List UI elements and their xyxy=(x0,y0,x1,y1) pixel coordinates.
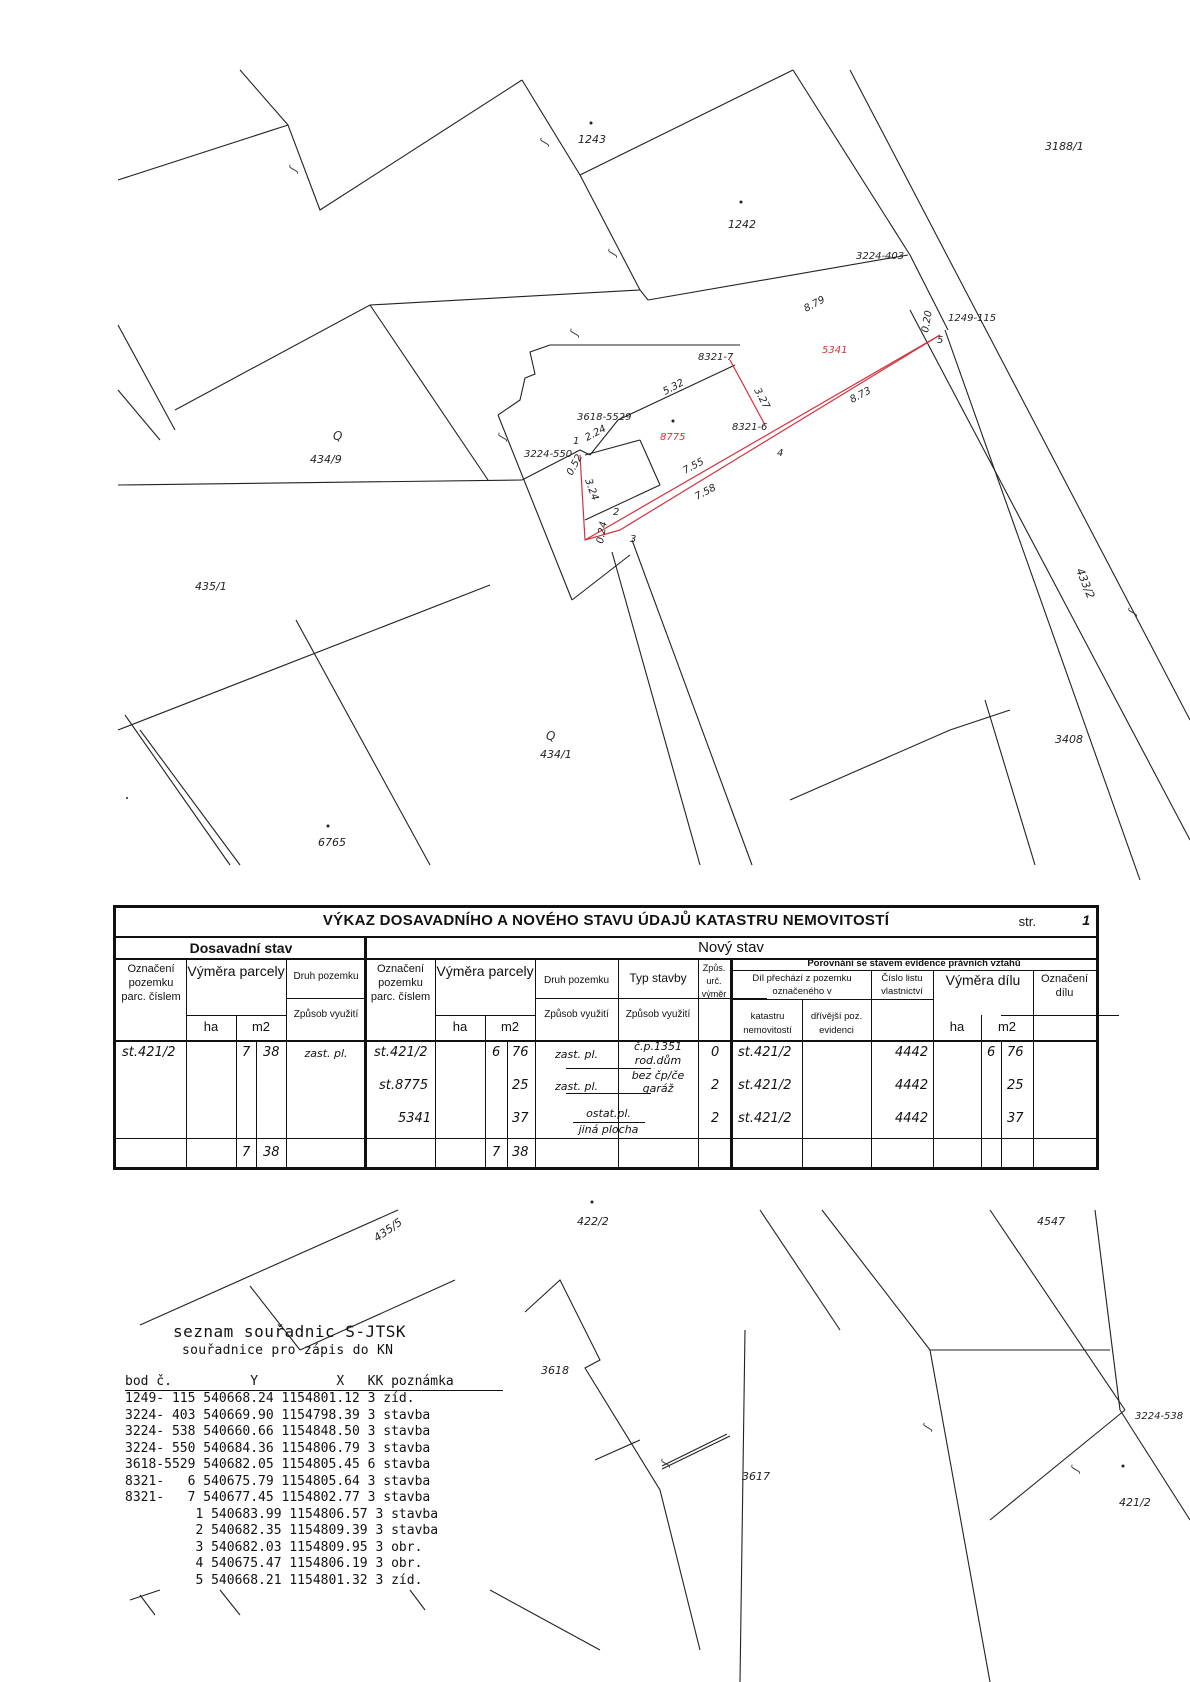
hdr-zpusob-vyuziti: Způsob využití xyxy=(625,1009,691,1020)
parcel-3188-1: 3188/1 xyxy=(1045,140,1084,153)
point-5: 5 xyxy=(937,335,944,346)
point-3618-5529: 3618-5529 xyxy=(577,412,632,423)
hdr-vymera-old: Výměra parcely xyxy=(187,963,285,979)
point-3224-550: 3224-550 xyxy=(524,449,573,460)
parcel-3618: 3618 xyxy=(541,1364,569,1377)
dim-0-52: 0.52 xyxy=(564,452,586,478)
hdr-zpusob-old: Způsob využití xyxy=(293,1009,359,1020)
row3-druh: ostat.pl. xyxy=(586,1107,631,1120)
hdr-katastru: katastru nemovitostí xyxy=(743,1011,792,1036)
parcel-6765: 6765 xyxy=(318,836,346,849)
svg-text:ʃ: ʃ xyxy=(920,1423,935,1432)
hdr-zpus-urc: Způs. urč. výměr xyxy=(701,963,727,999)
point-1: 1 xyxy=(573,436,580,447)
parcel-1243: 1243 xyxy=(578,133,606,146)
hdr-m2-new: m2 xyxy=(500,1019,520,1034)
svg-text:ʃ: ʃ xyxy=(495,433,510,442)
row2-vyuziti: garáž xyxy=(642,1082,674,1095)
hdr-ha-old: ha xyxy=(203,1019,219,1034)
coords-row: 8321- 7 540677.45 1154802.77 3 stavba xyxy=(125,1490,431,1505)
page-number: 1 xyxy=(1082,912,1090,928)
point-1249-115: 1249-115 xyxy=(948,313,997,324)
coords-row: 2 540682.35 1154809.39 3 stavba xyxy=(125,1523,439,1538)
parcel-435-5: 435/5 xyxy=(371,1215,405,1245)
sum-old-hundreds: 7 xyxy=(242,1145,251,1160)
hdr-typ-stavby: Typ stavby xyxy=(629,971,687,985)
parcel-4547: 4547 xyxy=(1037,1215,1065,1228)
parcel-421-2: 421/2 xyxy=(1119,1496,1151,1509)
row1-parcel: st.421/2 xyxy=(374,1045,428,1060)
row1-typ: č.p.1351 xyxy=(633,1040,683,1053)
row1-dil-hundreds: 6 xyxy=(987,1045,996,1060)
coords-subtitle: souřadnice pro zápis do KN xyxy=(182,1343,394,1358)
dim-8-73: 8.73 xyxy=(848,385,874,406)
svg-text:ʃ: ʃ xyxy=(286,165,301,174)
table-title: VÝKAZ DOSAVADNÍHO A NOVÉHO STAVU ÚDAJŮ KATASTRU NEMOVITOSTÍ xyxy=(322,912,890,929)
row1-katastr: st.421/2 xyxy=(738,1045,792,1060)
parcel-434-1: 434/1 xyxy=(540,748,572,761)
coords-row: 8321- 6 540675.79 1154805.64 3 stavba xyxy=(125,1473,431,1489)
row2-m2: 25 xyxy=(512,1078,529,1093)
parcel-3617: 3617 xyxy=(742,1470,770,1483)
point-3224-538: 3224-538 xyxy=(1135,1411,1184,1422)
svg-text:ʃ: ʃ xyxy=(658,1459,673,1468)
row2-druh: zast. pl. xyxy=(554,1080,599,1093)
coords-row: 3224- 550 540684.36 1154806.79 3 stavba xyxy=(125,1440,431,1456)
hdr-m2-old: m2 xyxy=(251,1019,271,1034)
hdr-porovnani: Porovnání se stavem evidence právních vztahů xyxy=(807,958,1021,969)
coords-row: 3 540682.03 1154809.95 3 obr. xyxy=(125,1539,423,1555)
dim-0-20: 0.20 xyxy=(920,309,935,334)
row2-zpus: 2 xyxy=(711,1078,720,1093)
section-novy: Nový stav xyxy=(698,939,764,956)
point-2: 2 xyxy=(613,507,620,518)
coords-title: seznam souřadnic S-JTSK xyxy=(173,1322,407,1341)
dim-5-32: 5.32 xyxy=(661,377,687,398)
hdr-oznaceni-old: Označení pozemku parc. číslem xyxy=(121,963,181,1003)
hdr-druh-new: Druh pozemku xyxy=(543,975,610,986)
svg-text:ʃ: ʃ xyxy=(605,249,620,258)
section-dosavadni: Dosavadní stav xyxy=(189,940,293,956)
svg-text:Q: Q xyxy=(333,429,343,443)
sum-new-m2: 38 xyxy=(512,1145,529,1160)
svg-text:ʃ: ʃ xyxy=(537,138,552,147)
row1-lv: 4442 xyxy=(895,1045,929,1060)
row3-druh2: jiná plocha xyxy=(578,1123,639,1136)
dim-3-24: 3.24 xyxy=(582,477,601,502)
coords-row: 1249- 115 540668.24 1154801.12 3 zíd. xyxy=(125,1391,415,1406)
row3-katastr: st.421/2 xyxy=(738,1111,792,1126)
point-8321-7: 8321-7 xyxy=(698,352,734,363)
hdr-ha-dil: ha xyxy=(949,1019,965,1034)
dim-7-58: 7.58 xyxy=(693,482,719,503)
svg-text:ʃ: ʃ xyxy=(1068,1465,1083,1474)
row2-katastr: st.421/2 xyxy=(738,1078,792,1093)
coords-header: bod č. Y X KK poznámka xyxy=(125,1374,454,1389)
hdr-vymera-dilu: Výměra dílu xyxy=(945,972,1021,988)
row1-druh: zast. pl. xyxy=(554,1048,599,1061)
hdr-zpusob-new: Způsob využití xyxy=(544,1009,609,1020)
row3-lv: 4442 xyxy=(895,1111,929,1126)
parcel-5341: 5341 xyxy=(822,345,848,356)
sum-old-m2: 38 xyxy=(263,1145,280,1160)
coords-row: 4 540675.47 1154806.19 3 obr. xyxy=(125,1556,423,1571)
svg-text:ʃ: ʃ xyxy=(1125,608,1140,617)
hdr-druh-old: Druh pozemku xyxy=(293,971,359,982)
coords-row: 3224- 538 540660.66 1154848.50 3 stavba xyxy=(125,1424,431,1439)
row3-dil-m2: 37 xyxy=(1007,1111,1024,1126)
hdr-m2-dil: m2 xyxy=(997,1019,1017,1034)
point-3224-403: 3224-403 xyxy=(856,251,905,262)
row1-vyuziti: rod.dům xyxy=(634,1054,682,1067)
parcel-433-2: 433/2 xyxy=(1073,566,1098,601)
sum-new-hundreds: 7 xyxy=(492,1145,501,1160)
coords-row: 3618-5529 540682.05 1154805.45 6 stavba xyxy=(125,1457,431,1472)
row2-parcel: st.8775 xyxy=(379,1078,429,1093)
point-4: 4 xyxy=(777,448,784,459)
hdr-dil-prechazi: Díl přechází z pozemku označeného v xyxy=(752,973,852,997)
row3-zpus: 2 xyxy=(711,1111,720,1126)
hdr-drivejsi: dřívější poz. evidenci xyxy=(810,1011,863,1036)
table-title-row xyxy=(116,908,1096,938)
old-m2-hundreds: 7 xyxy=(242,1045,251,1060)
parcel-8775: 8775 xyxy=(660,432,686,443)
dim-3-27: 3.27 xyxy=(751,386,772,412)
row1-m2: 76 xyxy=(512,1045,529,1060)
svg-text:ʃ: ʃ xyxy=(567,329,582,338)
row1-dil-m2: 76 xyxy=(1007,1045,1024,1060)
page-label: str. xyxy=(1018,914,1036,929)
hdr-ha-new: ha xyxy=(452,1019,468,1034)
coordinates-list xyxy=(125,1322,503,1589)
point-8321-6: 8321-6 xyxy=(732,422,768,433)
row3-parcel: 5341 xyxy=(398,1111,432,1126)
row1-m2-hundreds: 6 xyxy=(492,1045,501,1060)
coords-row: 1 540683.99 1154806.57 3 stavba xyxy=(125,1506,439,1522)
parcel-1242: 1242 xyxy=(728,218,756,231)
coords-row: 3224- 403 540669.90 1154798.39 3 stavba xyxy=(125,1407,431,1423)
svg-text:Q: Q xyxy=(546,729,556,743)
cadastre-change-table xyxy=(113,905,1099,1170)
old-m2: 38 xyxy=(263,1045,280,1060)
row1-zpus: 0 xyxy=(711,1045,720,1060)
coords-row: 5 540668.21 1154801.32 3 zíd. xyxy=(125,1572,423,1588)
parcel-3408: 3408 xyxy=(1055,733,1083,746)
point-3: 3 xyxy=(630,534,637,545)
dim-7-55: 7.55 xyxy=(681,456,707,477)
hdr-oznaceni-dilu: Označení dílu xyxy=(1040,973,1089,999)
hdr-cislo-listu: Číslo listu vlastnictví xyxy=(881,973,923,997)
hdr-oznaceni-new: Označení pozemku parc. číslem xyxy=(370,963,431,1003)
row2-lv: 4442 xyxy=(895,1078,929,1093)
row2-dil-m2: 25 xyxy=(1007,1078,1024,1093)
parcel-435-1: 435/1 xyxy=(195,580,227,593)
parcel-422-2: 422/2 xyxy=(577,1215,609,1228)
old-druh: zast. pl. xyxy=(304,1047,348,1060)
parcel-434-9: 434/9 xyxy=(310,453,342,466)
dim-2-24: 2.24 xyxy=(583,423,609,444)
dim-8-79: 8.79 xyxy=(802,294,828,315)
dim-0-24: 0.24 xyxy=(595,520,610,545)
row2-typ: bez čp/če xyxy=(631,1069,685,1082)
hdr-vymera-new: Výměra parcely xyxy=(436,963,534,979)
row3-m2: 37 xyxy=(512,1111,529,1126)
old-parcel: st.421/2 xyxy=(122,1045,176,1060)
